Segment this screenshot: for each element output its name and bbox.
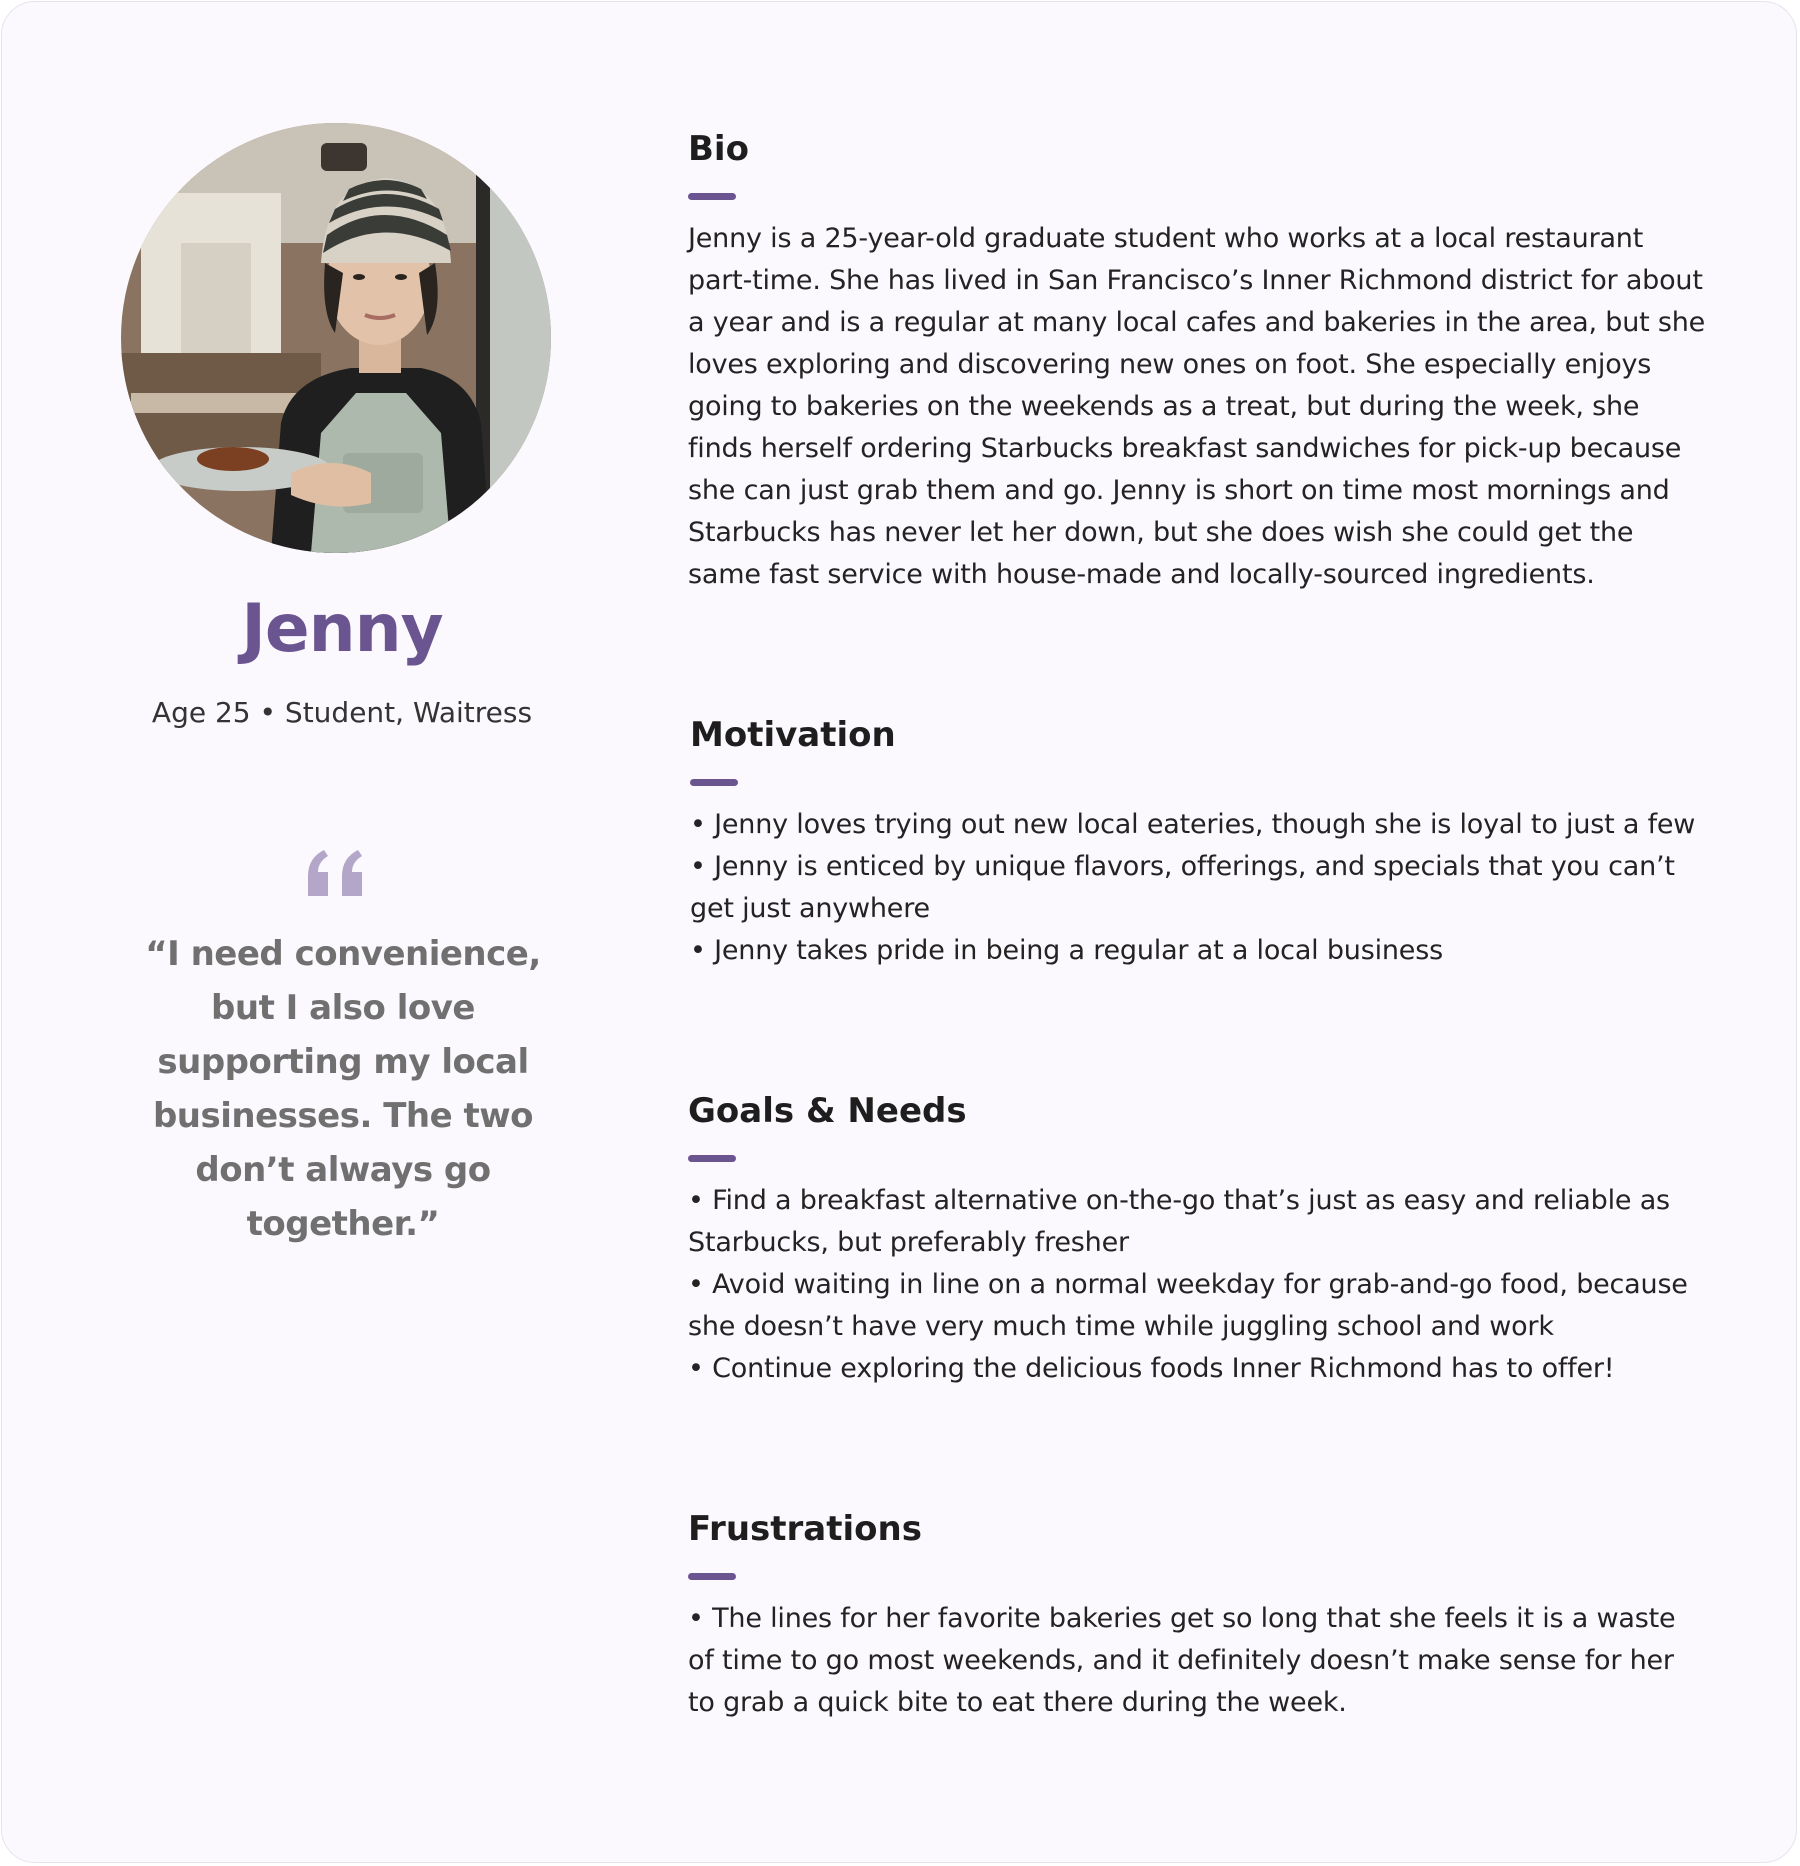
- goals-list: [688, 1180, 1708, 1390]
- bio-section: [688, 125, 1708, 596]
- persona-photo-illustration: [121, 123, 551, 553]
- motivation-item: • Jenny loves trying out new local eateries, though she is loyal to just a few: [690, 804, 1710, 846]
- persona-name: Jenny: [241, 590, 443, 667]
- persona-quote: “I need convenience, but I also love supporting my local businesses. The two don’t always go together.”: [145, 934, 541, 1244]
- motivation-section: [690, 711, 1710, 972]
- motivation-item: • Jenny is enticed by unique flavors, offerings, and specials that you can’t get just anywhere: [690, 846, 1710, 930]
- persona-photo: [121, 123, 551, 553]
- quote-mark-icon: [304, 850, 368, 898]
- motivation-item: • Jenny takes pride in being a regular at a local business: [690, 930, 1710, 972]
- frustrations-title-rule: [688, 1573, 736, 1580]
- goals-item: • Avoid waiting in line on a normal weekday for grab-and-go food, because she doesn’t have very much time while juggling school and work: [688, 1264, 1708, 1348]
- frustrations-section: [688, 1505, 1708, 1724]
- motivation-list: [690, 804, 1710, 972]
- goals-item: • Find a breakfast alternative on-the-go that’s just as easy and reliable as Starbucks, but preferably fresher: [688, 1180, 1708, 1264]
- frustrations-list: [688, 1598, 1708, 1724]
- goals-section: [688, 1087, 1708, 1390]
- bio-title-rule: [688, 193, 736, 200]
- bio-title: Bio: [688, 129, 749, 169]
- frustrations-title: Frustrations: [688, 1509, 922, 1549]
- bio-text: Jenny is a 25-year-old graduate student who works at a local restaurant part-time. She has lived in San Francisco’s Inner Richmond district for about a year and is a regular at many local cafes and bakeries in the area, but she loves exploring and discovering new ones on foot. She especially enjoys going to bakeries on the weekends as a treat, but during the week, she finds herself ordering Starbucks breakfast sandwiches for pick-up because she can just grab them and go. Jenny is short on time most mornings and Starbucks has never let her down, but she does wish she could get the same fast service with house-made and locally-sourced ingredients.: [688, 223, 1706, 590]
- motivation-title: Motivation: [690, 715, 896, 755]
- goals-title-rule: [688, 1155, 736, 1162]
- persona-card: [1, 1, 1797, 1863]
- goals-item: • Continue exploring the delicious foods Inner Richmond has to offer!: [688, 1348, 1708, 1390]
- persona-meta: Age 25 • Student, Waitress: [151, 696, 533, 729]
- motivation-title-rule: [690, 779, 738, 786]
- frustrations-item: • The lines for her favorite bakeries get so long that she feels it is a waste of time to go most weekends, and it definitely doesn’t make sense for her to grab a quick bite to eat there during the week.: [688, 1598, 1708, 1724]
- goals-title: Goals & Needs: [688, 1091, 967, 1131]
